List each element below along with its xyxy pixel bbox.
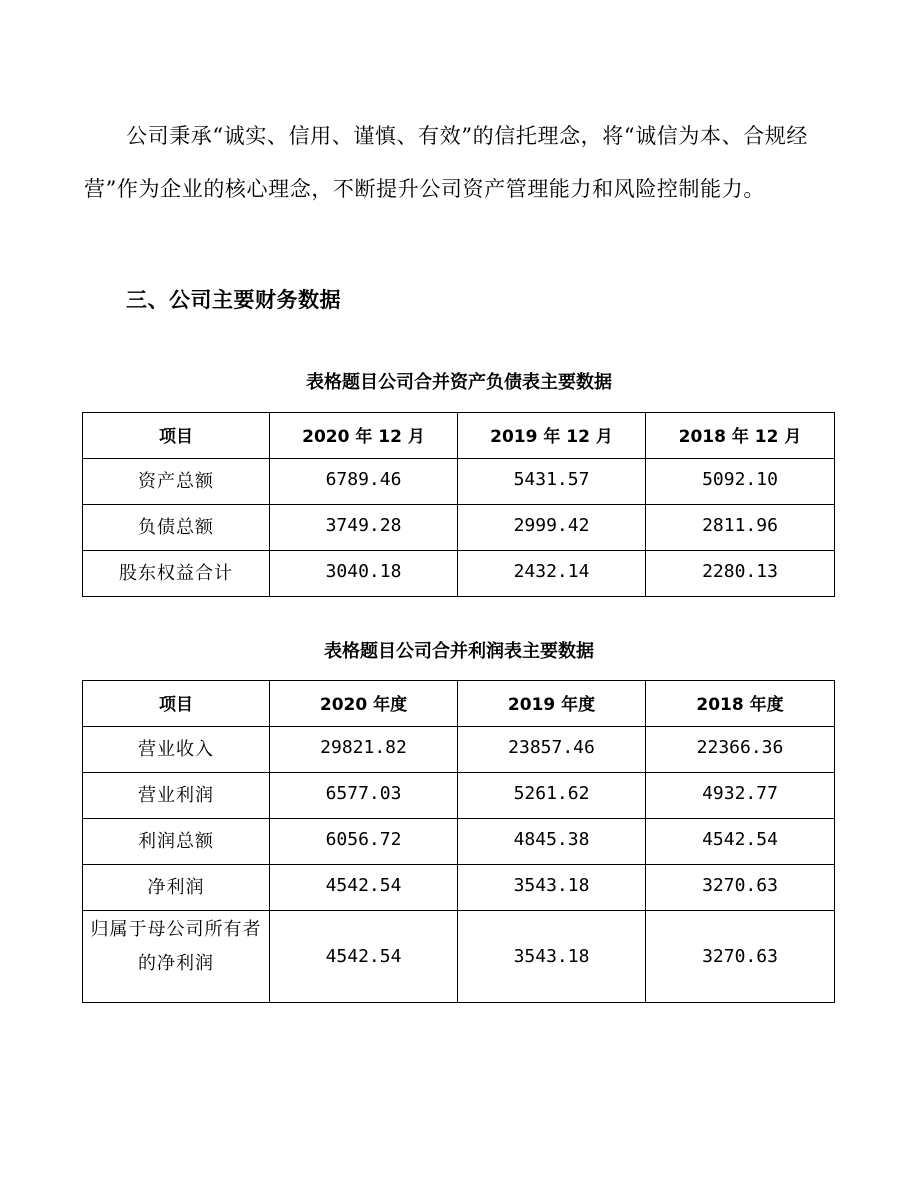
header-cell: 2019 年度	[458, 681, 646, 727]
header-cell: 项目	[83, 413, 270, 459]
table-row	[83, 773, 835, 819]
value-cell: 3040.18	[270, 551, 458, 597]
row-label: 营业收入	[83, 727, 270, 773]
header-cell: 2018 年度	[646, 681, 835, 727]
income-statement-table	[82, 680, 835, 1003]
value-cell: 6789.46	[270, 459, 458, 505]
value-cell: 3270.63	[646, 865, 835, 911]
value-cell: 5431.57	[458, 459, 646, 505]
table-row	[83, 819, 835, 865]
intro-paragraph: 公司秉承“诚实、信用、谨慎、有效”的信托理念，将“诚信为本、合规经营”作为企业的核心理念，不断提升公司资产管理能力和风险控制能力。	[84, 124, 809, 201]
value-cell: 3543.18	[458, 865, 646, 911]
value-cell: 3543.18	[458, 911, 646, 1003]
table-row	[83, 865, 835, 911]
value-cell: 29821.82	[270, 727, 458, 773]
table-header-row	[83, 413, 835, 459]
value-cell: 6577.03	[270, 773, 458, 819]
value-cell: 5261.62	[458, 773, 646, 819]
value-cell: 2811.96	[646, 505, 835, 551]
row-label: 归属于母公司所有者的净利润	[83, 911, 270, 1003]
header-cell: 2019 年 12 月	[458, 413, 646, 459]
value-cell: 2999.42	[458, 505, 646, 551]
table-header-row	[83, 681, 835, 727]
header-cell: 2020 年度	[270, 681, 458, 727]
table-row	[83, 551, 835, 597]
value-cell: 4542.54	[270, 911, 458, 1003]
value-cell: 4542.54	[646, 819, 835, 865]
value-cell: 2280.13	[646, 551, 835, 597]
header-cell: 2020 年 12 月	[270, 413, 458, 459]
value-cell: 3749.28	[270, 505, 458, 551]
row-label: 股东权益合计	[83, 551, 270, 597]
table-row	[83, 459, 835, 505]
table-row	[83, 505, 835, 551]
table-row	[83, 727, 835, 773]
header-cell: 项目	[83, 681, 270, 727]
value-cell: 2432.14	[458, 551, 646, 597]
row-label: 利润总额	[83, 819, 270, 865]
value-cell: 22366.36	[646, 727, 835, 773]
value-cell: 4932.77	[646, 773, 835, 819]
value-cell: 5092.10	[646, 459, 835, 505]
value-cell: 4845.38	[458, 819, 646, 865]
value-cell: 3270.63	[646, 911, 835, 1003]
row-label: 净利润	[83, 865, 270, 911]
balance-sheet-table	[82, 412, 835, 597]
value-cell: 6056.72	[270, 819, 458, 865]
value-cell: 23857.46	[458, 727, 646, 773]
row-label: 营业利润	[83, 773, 270, 819]
row-label: 负债总额	[83, 505, 270, 551]
section-heading: 三、公司主要财务数据	[126, 287, 341, 312]
income-statement-caption: 表格题目公司合并利润表主要数据	[324, 641, 594, 662]
table-row	[83, 911, 835, 1003]
value-cell: 4542.54	[270, 865, 458, 911]
row-label: 资产总额	[83, 459, 270, 505]
balance-sheet-caption: 表格题目公司合并资产负债表主要数据	[306, 372, 612, 393]
header-cell: 2018 年 12 月	[646, 413, 835, 459]
